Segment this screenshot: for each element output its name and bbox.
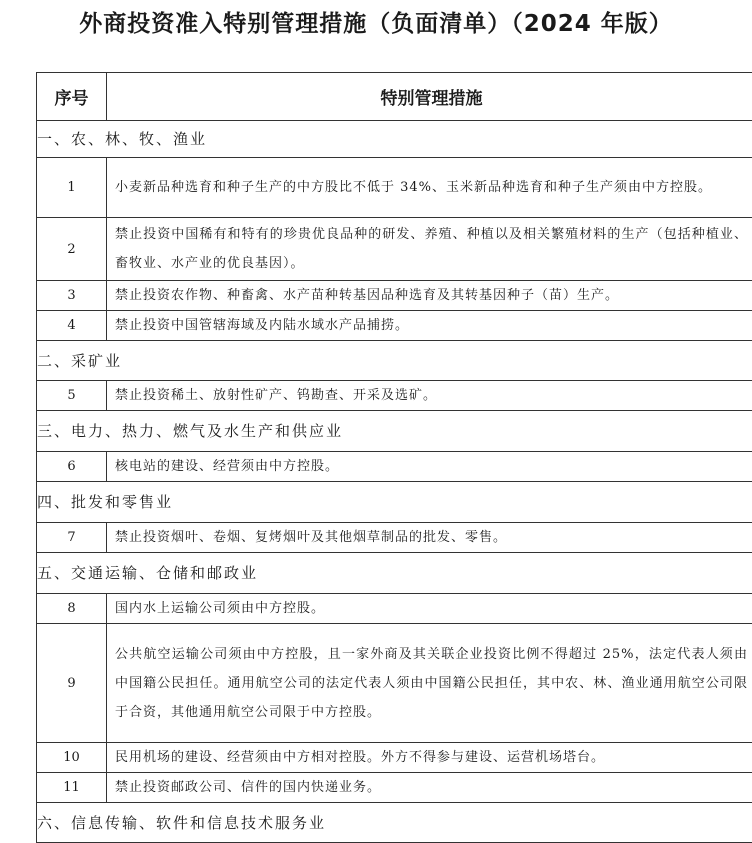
category-row bbox=[37, 411, 752, 452]
header-number: 序号 bbox=[37, 73, 107, 121]
item-number: 8 bbox=[37, 594, 107, 624]
negative-list-table bbox=[36, 72, 752, 843]
item-number: 10 bbox=[37, 743, 107, 773]
category-label: 四、批发和零售业 bbox=[37, 482, 752, 523]
category-label: 一、农、林、牧、渔业 bbox=[37, 121, 752, 158]
item-measure: 禁止投资邮政公司、信件的国内快递业务。 bbox=[107, 773, 752, 803]
table-row bbox=[37, 281, 752, 311]
category-row bbox=[37, 482, 752, 523]
item-number: 3 bbox=[37, 281, 107, 311]
table-row bbox=[37, 624, 752, 743]
table-row bbox=[37, 158, 752, 218]
item-measure: 禁止投资中国稀有和特有的珍贵优良品种的研发、养殖、种植以及相关繁殖材料的生产（包括种植业、畜牧业、水产业的优良基因）。 bbox=[107, 218, 752, 281]
category-row bbox=[37, 341, 752, 381]
item-measure: 民用机场的建设、经营须由中方相对控股。外方不得参与建设、运营机场塔台。 bbox=[107, 743, 752, 773]
category-row bbox=[37, 553, 752, 594]
item-number: 9 bbox=[37, 624, 107, 743]
item-number: 1 bbox=[37, 158, 107, 218]
item-number: 2 bbox=[37, 218, 107, 281]
table-header-row bbox=[37, 73, 752, 121]
item-number: 4 bbox=[37, 311, 107, 341]
item-measure: 小麦新品种选育和种子生产的中方股比不低于 34%、玉米新品种选育和种子生产须由中方控股。 bbox=[107, 158, 752, 218]
table-row bbox=[37, 743, 752, 773]
table-row bbox=[37, 311, 752, 341]
category-row bbox=[37, 803, 752, 843]
item-number: 5 bbox=[37, 381, 107, 411]
item-number: 7 bbox=[37, 523, 107, 553]
category-label: 五、交通运输、仓储和邮政业 bbox=[37, 553, 752, 594]
table-row bbox=[37, 523, 752, 553]
table-row bbox=[37, 452, 752, 482]
item-measure: 禁止投资中国管辖海域及内陆水域水产品捕捞。 bbox=[107, 311, 752, 341]
table-row bbox=[37, 218, 752, 281]
item-measure: 公共航空运输公司须由中方控股，且一家外商及其关联企业投资比例不得超过 25%，法定代表人须由中国籍公民担任。通用航空公司的法定代表人须由中国籍公民担任，其中农、林、渔业通用航空公司限于合资，其他通用航空公司限于中方控股。 bbox=[107, 624, 752, 743]
item-measure: 禁止投资农作物、种畜禽、水产苗种转基因品种选育及其转基因种子（苗）生产。 bbox=[107, 281, 752, 311]
item-measure: 国内水上运输公司须由中方控股。 bbox=[107, 594, 752, 624]
document-title: 外商投资准入特别管理措施（负面清单）（2024 年版） bbox=[0, 6, 752, 42]
category-row bbox=[37, 121, 752, 158]
category-label: 二、采矿业 bbox=[37, 341, 752, 381]
item-number: 11 bbox=[37, 773, 107, 803]
item-measure: 禁止投资烟叶、卷烟、复烤烟叶及其他烟草制品的批发、零售。 bbox=[107, 523, 752, 553]
category-label: 六、信息传输、软件和信息技术服务业 bbox=[37, 803, 752, 843]
item-number: 6 bbox=[37, 452, 107, 482]
table-row bbox=[37, 773, 752, 803]
item-measure: 禁止投资稀土、放射性矿产、钨勘查、开采及选矿。 bbox=[107, 381, 752, 411]
header-measures: 特别管理措施 bbox=[107, 73, 752, 121]
item-measure: 核电站的建设、经营须由中方控股。 bbox=[107, 452, 752, 482]
table-row bbox=[37, 381, 752, 411]
category-label: 三、电力、热力、燃气及水生产和供应业 bbox=[37, 411, 752, 452]
table-row bbox=[37, 594, 752, 624]
